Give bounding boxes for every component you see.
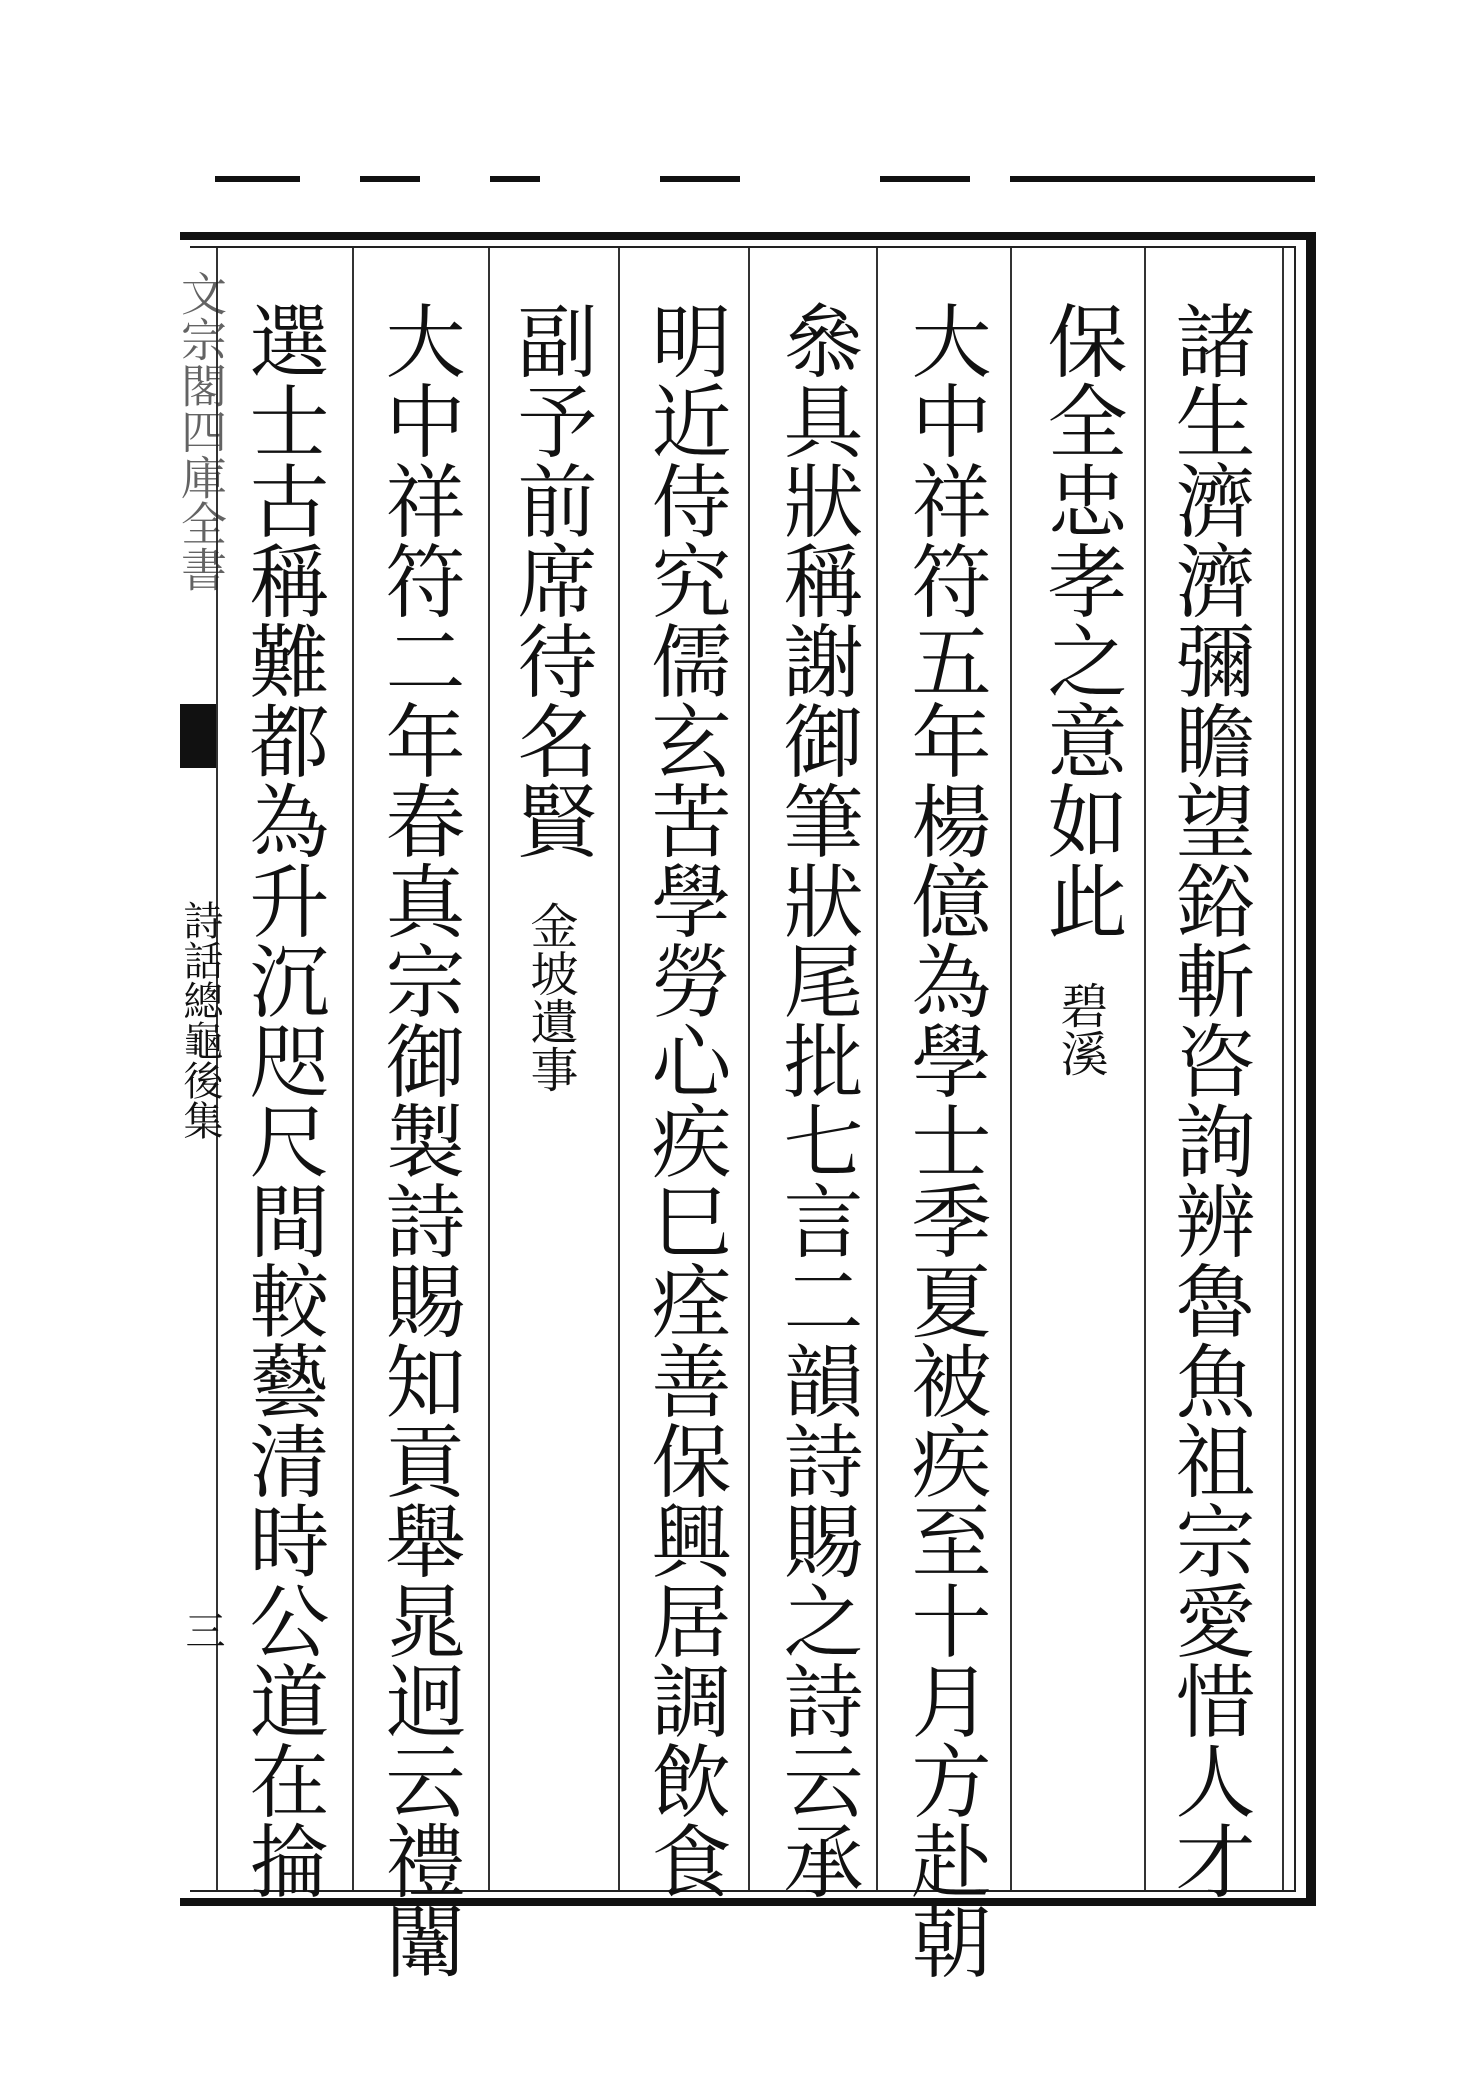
- top-rule-gap: [540, 174, 660, 184]
- spine-title: 詩話總龜後集: [177, 900, 223, 1140]
- spine-header: 文宗閣四庫全書: [174, 270, 228, 592]
- column-rule: [352, 248, 354, 1890]
- page-frame-inner: [190, 246, 1296, 1892]
- text-column-1: [1162, 300, 1255, 1900]
- text-column-5: [638, 300, 731, 1900]
- column-main-text: 保全忠孝之意如此: [1034, 300, 1127, 940]
- text-column-7: [372, 300, 465, 1980]
- column-rule: [1144, 248, 1146, 1890]
- top-rule-gap: [420, 174, 490, 184]
- column-main-text: 大中祥符五年楊億為學士季夏被疾至十月方赴朝: [898, 300, 991, 1980]
- top-rule-gap: [740, 174, 880, 184]
- column-rule: [618, 248, 620, 1890]
- text-column-6: [504, 300, 597, 1093]
- column-main-text: 諸生濟濟彌瞻望鋊斬咨詢辨魯魚祖宗愛惜人才: [1162, 300, 1255, 1900]
- column-main-text: 大中祥符二年春真宗御製詩賜知貢舉晁迥云禮闈: [372, 300, 465, 1980]
- text-column-4: [770, 300, 863, 1900]
- column-source-note: 碧溪: [1052, 981, 1108, 1077]
- column-main-text: 明近侍究儒玄苦學勞心疾巳痊善保興居調飲食: [638, 300, 731, 1900]
- top-rule-gap: [970, 174, 1010, 184]
- column-rule: [748, 248, 750, 1890]
- column-rule: [876, 248, 878, 1890]
- column-rule: [1010, 248, 1012, 1890]
- spine-fishtail-mark: [180, 704, 216, 768]
- column-main-text: 叅具狀稱謝御筆狀尾批七言二韻詩賜之詩云承: [770, 300, 863, 1900]
- column-main-text: 副予前席待名賢: [504, 300, 597, 860]
- top-rule-gap: [300, 174, 360, 184]
- text-column-2: [1034, 300, 1127, 1077]
- column-rule: [488, 248, 490, 1890]
- text-column-3: [898, 300, 991, 1980]
- column-source-note: 金坡遺事: [522, 901, 578, 1093]
- page-number: 三: [179, 1610, 225, 1650]
- column-rule: [1282, 248, 1284, 1890]
- text-column-8: [236, 300, 329, 1900]
- column-main-text: 選士古稱難都為升沉咫尺間較藝清時公道在掄: [236, 300, 329, 1900]
